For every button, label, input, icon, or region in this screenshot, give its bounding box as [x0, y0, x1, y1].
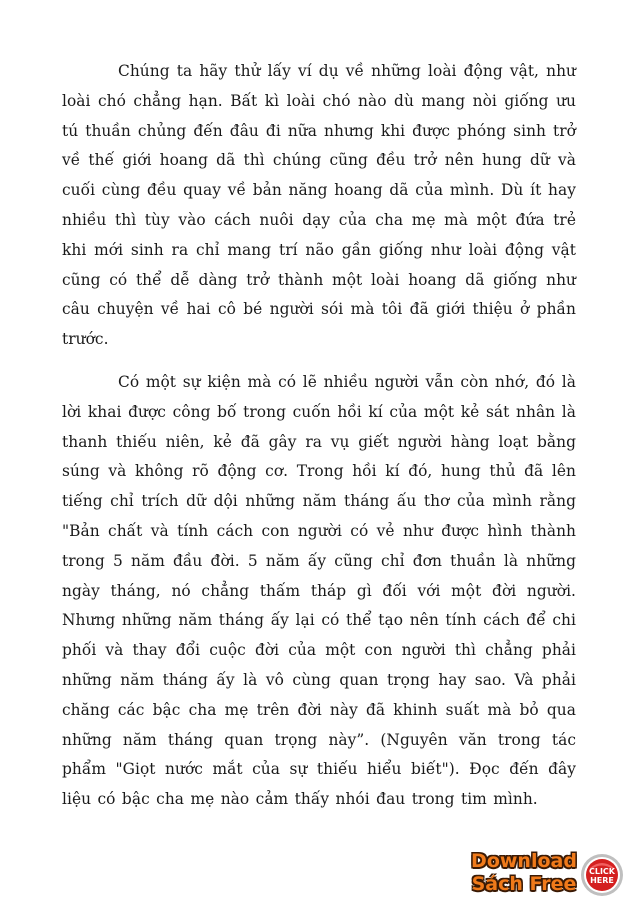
paragraph-2: Có một sự kiện mà có lẽ nhiều người vẫn còn nhớ, đó là lời khai được công bố trong cuốn hồi kí của một kẻ sát nhân là thanh thiếu niên, kẻ đã gây ra vụ giết người hàng loạt bằng súng và không rõ động cơ. Trong hồi kí đó, hung thủ đã lên tiếng chỉ trích dữ dội những năm tháng ấu thơ của mình rằng "Bản chất và tính cách con người có vẻ như được hình thành trong 5 năm đầu đời. 5 năm ấy cũng chỉ đơn thuần là những ngày tháng, nó chẳng thấm tháp gì đối với một đời người. Nhưng những năm tháng ấy lại có thể tạo nên tính cách để chi phối và thay đổi cuộc đời của một con người thì chẳng phải những năm tháng ấy là vô cùng quan trọng hay sao. Và phải chăng các bậc cha mẹ trên đời này đã khinh suất mà bỏ qua những năm tháng quan trọng này”. (Nguyên văn trong tác phẩm "Giọt nước mắt của sự thiếu hiểu biết"). Đọc đến đây liệu có bậc cha mẹ nào cảm thấy nhói đau trong tim mình.	[62, 372, 576, 809]
here-label: HERE	[590, 876, 614, 885]
document-body	[62, 57, 576, 815]
click-label: CLICK	[588, 867, 616, 876]
click-here-icon	[580, 853, 624, 897]
download-badge-text[interactable]	[470, 850, 578, 900]
download-badge[interactable]	[470, 850, 630, 900]
click-here-button[interactable]	[580, 853, 624, 897]
free-books-label: Sách Free	[471, 873, 577, 895]
paragraph-1: Chúng ta hãy thử lấy ví dụ về những loài động vật, như loài chó chẳng hạn. Bất kì loài chó nào dù mang nòi giống ưu tú thuần chủng đến đâu đi nữa nhưng khi được phóng sinh trở về thế giới hoang dã thì chúng cũng đều trở nên hung dữ và cuối cùng đều quay về bản năng hoang dã của mình. Dù ít hay nhiều thì tùy vào cách nuôi dạy của cha mẹ mà một đứa trẻ khi mới sinh ra chỉ mang trí não gần giống như loài động vật cũng có thể dễ dàng trở thành một loài hoang dã giống như câu chuyện về hai cô bé người sói mà tôi đã giới thiệu ở phần trước.	[62, 62, 576, 349]
download-label: Download	[471, 850, 577, 872]
